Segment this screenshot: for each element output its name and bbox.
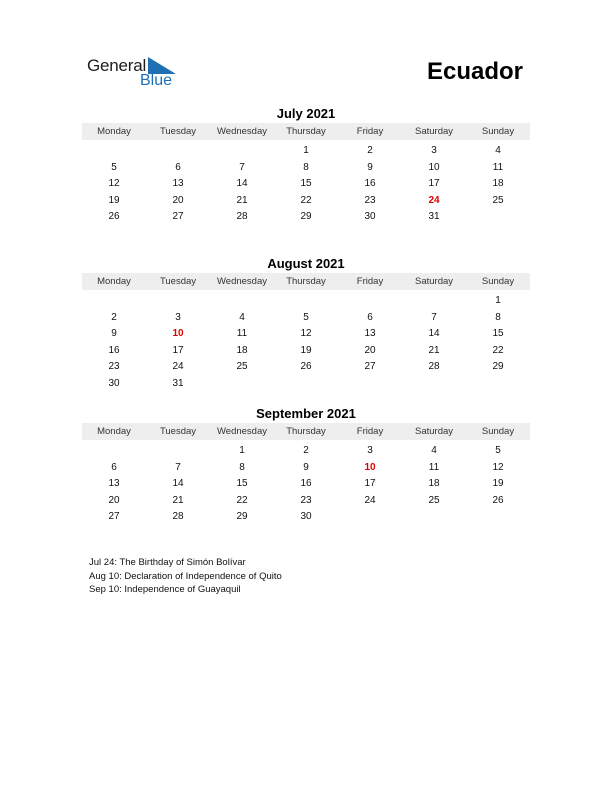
month-calendar-august xyxy=(82,256,530,392)
day-cell: 19 xyxy=(492,478,504,489)
day-cell: 8 xyxy=(303,161,309,173)
day-cell: 17 xyxy=(428,178,440,189)
week-rows xyxy=(82,143,530,226)
week-row xyxy=(82,493,530,510)
day-cell: 11 xyxy=(236,328,248,339)
day-cell: 21 xyxy=(172,494,184,506)
day-cell: 12 xyxy=(108,178,120,189)
month-title: July 2021 xyxy=(276,106,336,121)
weekday-label: Thursday xyxy=(286,426,326,437)
weekday-label: Saturday xyxy=(414,426,454,437)
day-cell: 25 xyxy=(236,361,248,372)
week-row xyxy=(82,460,530,477)
weekday-header-row xyxy=(82,273,530,290)
day-cell: 30 xyxy=(364,211,376,222)
day-cell: 6 xyxy=(175,161,181,173)
holiday-note: Sep 10: Independence of Guayaquil xyxy=(89,584,241,595)
day-cell: 24 xyxy=(172,361,184,372)
weekday-label: Saturday xyxy=(414,126,454,137)
day-cell: 22 xyxy=(492,344,504,356)
day-cell: 12 xyxy=(492,461,504,473)
week-rows xyxy=(82,443,530,526)
country-title: Ecuador xyxy=(426,58,523,85)
empty-day-cell xyxy=(82,143,146,160)
week-row xyxy=(82,160,530,177)
day-cell: 20 xyxy=(172,194,184,206)
weekday-label: Sunday xyxy=(481,426,515,437)
day-cell: 20 xyxy=(108,494,120,506)
day-cell: 24 xyxy=(364,494,376,506)
week-row xyxy=(82,143,530,160)
day-cell: 12 xyxy=(300,328,312,339)
day-cell: 8 xyxy=(239,461,245,473)
holiday-note: Jul 24: The Birthday of Simón Bolívar xyxy=(89,557,246,568)
day-cell: 31 xyxy=(172,377,184,389)
day-cell: 14 xyxy=(236,178,248,189)
day-cell: 5 xyxy=(495,445,501,456)
empty-day-cell xyxy=(466,376,530,393)
week-row xyxy=(82,293,530,310)
weekday-label: Friday xyxy=(356,426,384,437)
week-row xyxy=(82,359,530,376)
weekday-label: Wednesday xyxy=(217,426,267,437)
week-row xyxy=(82,176,530,193)
empty-day-cell xyxy=(210,376,274,393)
week-row xyxy=(82,326,530,343)
day-cell: 22 xyxy=(236,494,248,506)
day-cell: 15 xyxy=(492,328,504,339)
day-cell: 29 xyxy=(492,361,504,372)
day-cell: 13 xyxy=(108,478,120,489)
day-cell: 6 xyxy=(367,311,373,323)
holiday-list xyxy=(89,556,282,597)
day-cell: 11 xyxy=(492,161,504,173)
weekday-label: Tuesday xyxy=(159,276,197,287)
day-cell: 23 xyxy=(364,194,376,206)
day-cell: 1 xyxy=(303,145,309,156)
day-cell: 17 xyxy=(172,344,184,356)
day-cell: 1 xyxy=(239,445,245,456)
day-cell: 23 xyxy=(108,361,120,372)
month-title: September 2021 xyxy=(256,406,356,421)
day-cell: 29 xyxy=(300,211,312,222)
empty-day-cell xyxy=(338,376,402,393)
day-cell: 21 xyxy=(236,194,248,206)
weekday-label: Friday xyxy=(356,126,384,137)
day-cell: 3 xyxy=(431,145,437,156)
day-cell: 14 xyxy=(428,328,440,339)
empty-day-cell xyxy=(402,509,466,526)
weekday-label: Monday xyxy=(97,276,131,287)
weekday-label: Tuesday xyxy=(159,426,197,437)
day-cell: 2 xyxy=(367,145,373,156)
day-cell: 27 xyxy=(108,511,120,522)
day-cell: 16 xyxy=(108,344,120,356)
day-cell: 5 xyxy=(111,161,117,173)
empty-day-cell xyxy=(82,293,146,310)
weekday-label: Saturday xyxy=(414,276,454,287)
weekday-label: Sunday xyxy=(481,276,515,287)
weekday-label: Monday xyxy=(97,126,131,137)
day-cell: 27 xyxy=(364,361,376,372)
day-cell: 3 xyxy=(367,445,373,456)
day-cell: 19 xyxy=(108,194,120,206)
day-cell: 13 xyxy=(172,178,184,189)
logo-text-general: General xyxy=(87,56,147,75)
day-cell: 18 xyxy=(492,178,504,189)
day-cell: 15 xyxy=(300,178,312,189)
weekday-label: Monday xyxy=(97,426,131,437)
day-cell: 11 xyxy=(428,461,440,473)
logo-text-blue: Blue xyxy=(140,72,173,89)
day-cell: 26 xyxy=(300,361,312,372)
day-cell: 2 xyxy=(303,445,309,456)
day-cell: 3 xyxy=(175,311,181,323)
week-row xyxy=(82,343,530,360)
week-row xyxy=(82,376,530,393)
empty-day-cell xyxy=(82,443,146,460)
day-cell: 26 xyxy=(492,494,504,506)
day-cell: 10 xyxy=(428,161,440,173)
week-row xyxy=(82,509,530,526)
empty-day-cell xyxy=(274,293,338,310)
day-cell: 25 xyxy=(428,494,440,506)
day-cell: 29 xyxy=(236,511,248,522)
day-cell: 7 xyxy=(175,461,181,473)
empty-day-cell xyxy=(466,209,530,226)
weekday-label: Thursday xyxy=(286,276,326,287)
empty-day-cell xyxy=(402,376,466,393)
week-row xyxy=(82,193,530,210)
day-cell: 7 xyxy=(431,311,437,323)
day-cell: 30 xyxy=(300,511,312,522)
day-cell: 4 xyxy=(239,311,245,323)
day-cell: 25 xyxy=(492,194,504,206)
weekday-label: Thursday xyxy=(286,126,326,137)
day-cell: 8 xyxy=(495,311,501,323)
day-cell: 18 xyxy=(428,478,440,489)
day-cell: 23 xyxy=(300,494,312,506)
weekday-label: Friday xyxy=(356,276,384,287)
day-cell: 9 xyxy=(303,461,309,473)
week-row xyxy=(82,476,530,493)
empty-day-cell xyxy=(338,509,402,526)
empty-day-cell xyxy=(210,293,274,310)
day-cell: 26 xyxy=(108,211,120,222)
day-cell: 10 xyxy=(364,461,376,473)
empty-day-cell xyxy=(210,143,274,160)
day-cell: 28 xyxy=(236,211,248,222)
month-title: August 2021 xyxy=(267,256,345,271)
day-cell: 20 xyxy=(364,344,376,356)
weekday-header-row xyxy=(82,123,530,140)
day-cell: 16 xyxy=(300,478,312,489)
weekday-label: Tuesday xyxy=(159,126,197,137)
day-cell: 21 xyxy=(428,344,440,356)
day-cell: 7 xyxy=(239,161,245,173)
day-cell: 6 xyxy=(111,461,117,473)
day-cell: 30 xyxy=(108,377,120,389)
empty-day-cell xyxy=(466,509,530,526)
day-cell: 4 xyxy=(431,445,437,456)
day-cell: 27 xyxy=(172,211,184,222)
day-cell: 31 xyxy=(428,211,440,222)
holiday-note: Aug 10: Declaration of Independence of Quito xyxy=(89,570,282,582)
day-cell: 10 xyxy=(172,328,184,339)
day-cell: 9 xyxy=(111,328,117,339)
week-row xyxy=(82,443,530,460)
day-cell: 18 xyxy=(236,344,248,356)
empty-day-cell xyxy=(146,443,210,460)
week-row xyxy=(82,209,530,226)
weekday-label: Sunday xyxy=(481,126,515,137)
empty-day-cell xyxy=(402,293,466,310)
empty-day-cell xyxy=(146,143,210,160)
month-calendar-july xyxy=(82,106,530,226)
day-cell: 14 xyxy=(172,478,184,489)
day-cell: 28 xyxy=(428,361,440,372)
brand-logo xyxy=(87,56,187,92)
day-cell: 19 xyxy=(300,344,312,356)
day-cell: 1 xyxy=(495,295,501,306)
day-cell: 9 xyxy=(367,161,373,173)
week-rows xyxy=(82,293,530,392)
month-calendar-september xyxy=(82,406,530,526)
empty-day-cell xyxy=(274,376,338,393)
weekday-label: Wednesday xyxy=(217,276,267,287)
day-cell: 4 xyxy=(495,145,501,156)
day-cell: 28 xyxy=(172,511,184,522)
week-row xyxy=(82,310,530,327)
empty-day-cell xyxy=(146,293,210,310)
day-cell: 17 xyxy=(364,478,376,489)
weekday-label: Wednesday xyxy=(217,126,267,137)
day-cell: 22 xyxy=(300,194,312,206)
day-cell: 2 xyxy=(111,311,117,323)
day-cell: 15 xyxy=(236,478,248,489)
day-cell: 24 xyxy=(428,194,440,206)
day-cell: 13 xyxy=(364,328,376,339)
weekday-header-row xyxy=(82,423,530,440)
day-cell: 5 xyxy=(303,311,309,323)
day-cell: 16 xyxy=(364,178,376,189)
empty-day-cell xyxy=(338,293,402,310)
